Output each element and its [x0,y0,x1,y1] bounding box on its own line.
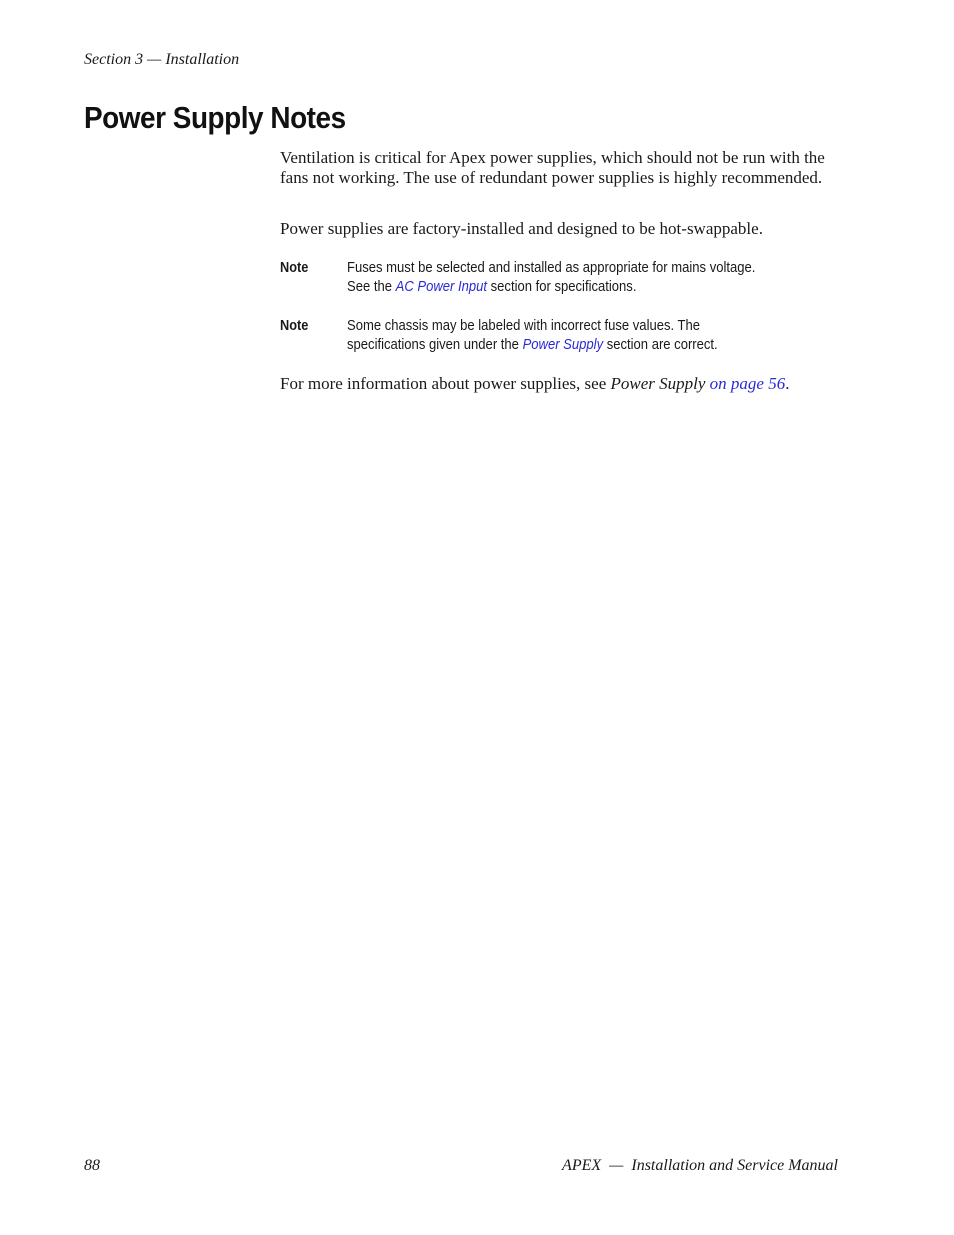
sentence-end: . [785,374,790,393]
on-page-56-link[interactable]: on page 56 [709,374,786,393]
page-number: 88 [84,1157,100,1174]
power-supply-reference: Power Supply [610,374,706,393]
body-paragraph-ventilation [280,148,840,188]
running-header: Section 3 — Installation [84,51,240,68]
note-text [347,259,779,297]
paragraph-text: Ventilation is critical for Apex power supplies, which should not be run with the fans not working. The use of redundant power supplies is highly recommended. [280,148,825,187]
body-paragraph-hot-swap [280,219,840,239]
paragraph-text [280,374,840,394]
note-text-before: Fuses must be selected and installed as appropriate for mains voltage. See the [347,260,756,295]
note-text [347,317,779,355]
body-paragraph-more-info [280,374,840,394]
note-label: Note [280,318,309,334]
more-info-text: For more information about power supplies, see [280,374,611,393]
note-text-before: Some chassis may be labeled with incorrect fuse values. The specifications given under the [347,318,701,353]
manual-title-footer: APEX — Installation and Service Manual [562,1157,838,1174]
note-text-after: section are correct. [603,337,718,353]
power-supply-link[interactable]: Power Supply [522,337,604,353]
paragraph-text: Power supplies are factory-installed and designed to be hot-swappable. [280,219,763,238]
page-title: Power Supply Notes [84,100,346,135]
note-label: Note [280,260,309,276]
ac-power-input-link[interactable]: AC Power Input [395,279,488,295]
note-text-after: section for specifications. [487,279,637,295]
